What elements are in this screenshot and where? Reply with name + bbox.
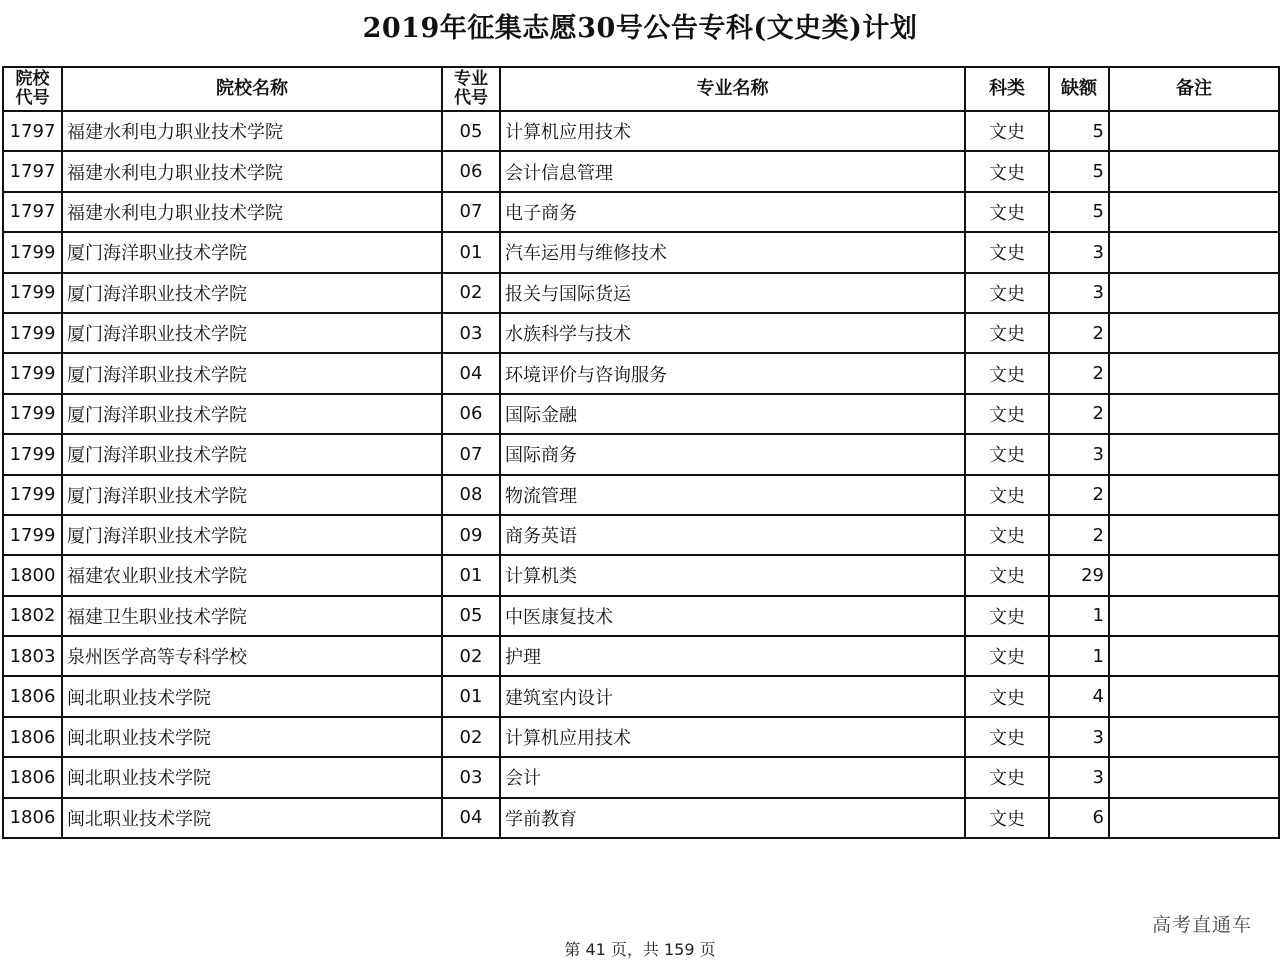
header-school-code-line1: 院校 <box>15 69 50 89</box>
cell-category: 文史 <box>965 111 1049 151</box>
cell-school-name: 福建卫生职业技术学院 <box>62 596 442 636</box>
cell-major-code: 04 <box>442 353 500 393</box>
cell-major-code: 06 <box>442 394 500 434</box>
cell-school-code: 1799 <box>3 232 62 272</box>
cell-major-code: 02 <box>442 717 500 757</box>
cell-quota: 2 <box>1049 313 1109 353</box>
cell-major-code: 06 <box>442 151 500 191</box>
cell-major-code: 04 <box>442 798 500 838</box>
cell-category: 文史 <box>965 192 1049 232</box>
cell-category: 文史 <box>965 717 1049 757</box>
table-row <box>3 192 1279 232</box>
table-row <box>3 232 1279 272</box>
cell-major-code: 01 <box>442 676 500 716</box>
cell-note <box>1109 434 1279 474</box>
cell-major-name: 环境评价与咨询服务 <box>500 353 965 393</box>
cell-major-name: 电子商务 <box>500 192 965 232</box>
cell-school-code: 1799 <box>3 515 62 555</box>
cell-category: 文史 <box>965 636 1049 676</box>
cell-note <box>1109 798 1279 838</box>
cell-note <box>1109 636 1279 676</box>
cell-quota: 2 <box>1049 394 1109 434</box>
cell-category: 文史 <box>965 475 1049 515</box>
cell-school-name: 厦门海洋职业技术学院 <box>62 353 442 393</box>
cell-category: 文史 <box>965 515 1049 555</box>
cell-major-name: 计算机应用技术 <box>500 111 965 151</box>
cell-quota: 3 <box>1049 232 1109 272</box>
cell-school-code: 1799 <box>3 434 62 474</box>
cell-school-name: 福建水利电力职业技术学院 <box>62 111 442 151</box>
header-major-code <box>442 67 500 111</box>
watermark: 高考直通车 <box>1151 914 1252 936</box>
cell-major-name: 汽车运用与维修技术 <box>500 232 965 272</box>
cell-major-code: 07 <box>442 434 500 474</box>
cell-note <box>1109 717 1279 757</box>
cell-quota: 29 <box>1049 555 1109 595</box>
cell-note <box>1109 676 1279 716</box>
cell-major-name: 国际商务 <box>500 434 965 474</box>
cell-school-name: 闽北职业技术学院 <box>62 676 442 716</box>
cell-quota: 5 <box>1049 151 1109 191</box>
cell-quota: 3 <box>1049 717 1109 757</box>
table-row <box>3 475 1279 515</box>
table-row <box>3 798 1279 838</box>
cell-category: 文史 <box>965 313 1049 353</box>
cell-school-name: 厦门海洋职业技术学院 <box>62 515 442 555</box>
cell-major-name: 学前教育 <box>500 798 965 838</box>
cell-major-name: 护理 <box>500 636 965 676</box>
cell-major-code: 01 <box>442 232 500 272</box>
table-row <box>3 151 1279 191</box>
cell-note <box>1109 192 1279 232</box>
header-note: 备注 <box>1109 67 1279 111</box>
table-row <box>3 353 1279 393</box>
cell-school-code: 1799 <box>3 394 62 434</box>
cell-major-code: 09 <box>442 515 500 555</box>
cell-school-code: 1803 <box>3 636 62 676</box>
cell-major-name: 计算机应用技术 <box>500 717 965 757</box>
cell-major-name: 商务英语 <box>500 515 965 555</box>
cell-school-code: 1806 <box>3 757 62 797</box>
cell-major-code: 03 <box>442 757 500 797</box>
cell-note <box>1109 232 1279 272</box>
cell-note <box>1109 394 1279 434</box>
table-row <box>3 515 1279 555</box>
cell-note <box>1109 273 1279 313</box>
table-header-row <box>3 67 1279 111</box>
cell-school-code: 1797 <box>3 111 62 151</box>
cell-school-name: 闽北职业技术学院 <box>62 798 442 838</box>
cell-school-code: 1799 <box>3 273 62 313</box>
cell-category: 文史 <box>965 273 1049 313</box>
cell-quota: 2 <box>1049 353 1109 393</box>
cell-school-name: 泉州医学高等专科学校 <box>62 636 442 676</box>
header-major-code-line2: 代号 <box>454 88 488 108</box>
cell-quota: 2 <box>1049 515 1109 555</box>
cell-school-code: 1800 <box>3 555 62 595</box>
cell-school-code: 1802 <box>3 596 62 636</box>
table-row <box>3 111 1279 151</box>
cell-major-name: 计算机类 <box>500 555 965 595</box>
table-row <box>3 394 1279 434</box>
cell-note <box>1109 151 1279 191</box>
plan-table <box>2 66 1280 839</box>
cell-major-code: 07 <box>442 192 500 232</box>
cell-major-code: 02 <box>442 273 500 313</box>
cell-category: 文史 <box>965 798 1049 838</box>
cell-school-name: 厦门海洋职业技术学院 <box>62 434 442 474</box>
cell-school-name: 福建水利电力职业技术学院 <box>62 192 442 232</box>
cell-school-name: 厦门海洋职业技术学院 <box>62 394 442 434</box>
cell-school-code: 1799 <box>3 475 62 515</box>
cell-category: 文史 <box>965 555 1049 595</box>
cell-category: 文史 <box>965 757 1049 797</box>
cell-quota: 2 <box>1049 475 1109 515</box>
cell-note <box>1109 475 1279 515</box>
cell-school-code: 1806 <box>3 798 62 838</box>
cell-school-code: 1799 <box>3 313 62 353</box>
cell-school-name: 厦门海洋职业技术学院 <box>62 313 442 353</box>
cell-category: 文史 <box>965 394 1049 434</box>
header-category: 科类 <box>965 67 1049 111</box>
cell-note <box>1109 757 1279 797</box>
cell-major-code: 05 <box>442 111 500 151</box>
table-row <box>3 273 1279 313</box>
cell-school-name: 福建水利电力职业技术学院 <box>62 151 442 191</box>
cell-category: 文史 <box>965 676 1049 716</box>
page-title: 2019年征集志愿30号公告专科(文史类)计划 <box>362 13 918 44</box>
header-school-code <box>3 67 62 111</box>
cell-category: 文史 <box>965 596 1049 636</box>
cell-school-code: 1806 <box>3 676 62 716</box>
cell-major-name: 水族科学与技术 <box>500 313 965 353</box>
header-school-name: 院校名称 <box>62 67 442 111</box>
cell-school-code: 1797 <box>3 192 62 232</box>
cell-school-code: 1797 <box>3 151 62 191</box>
cell-school-name: 厦门海洋职业技术学院 <box>62 273 442 313</box>
cell-note <box>1109 353 1279 393</box>
cell-quota: 4 <box>1049 676 1109 716</box>
cell-major-code: 03 <box>442 313 500 353</box>
cell-category: 文史 <box>965 232 1049 272</box>
cell-quota: 3 <box>1049 434 1109 474</box>
cell-quota: 6 <box>1049 798 1109 838</box>
cell-major-name: 会计信息管理 <box>500 151 965 191</box>
cell-major-code: 05 <box>442 596 500 636</box>
header-major-name: 专业名称 <box>500 67 965 111</box>
cell-major-name: 会计 <box>500 757 965 797</box>
table-row <box>3 717 1279 757</box>
header-major-code-line1: 专业 <box>454 69 488 89</box>
cell-major-name: 报关与国际货运 <box>500 273 965 313</box>
cell-note <box>1109 313 1279 353</box>
cell-major-code: 08 <box>442 475 500 515</box>
cell-school-name: 福建农业职业技术学院 <box>62 555 442 595</box>
cell-category: 文史 <box>965 434 1049 474</box>
table-row <box>3 555 1279 595</box>
cell-quota: 3 <box>1049 757 1109 797</box>
table-row <box>3 434 1279 474</box>
cell-major-name: 物流管理 <box>500 475 965 515</box>
header-school-code-line2: 代号 <box>15 88 50 108</box>
cell-category: 文史 <box>965 151 1049 191</box>
cell-major-code: 02 <box>442 636 500 676</box>
table-row <box>3 636 1279 676</box>
page-footer: 第 41 页，共 159 页 <box>564 940 716 959</box>
table-row <box>3 757 1279 797</box>
cell-school-code: 1799 <box>3 353 62 393</box>
cell-major-code: 01 <box>442 555 500 595</box>
cell-quota: 5 <box>1049 192 1109 232</box>
cell-note <box>1109 596 1279 636</box>
table-row <box>3 676 1279 716</box>
cell-note <box>1109 111 1279 151</box>
cell-major-name: 中医康复技术 <box>500 596 965 636</box>
cell-category: 文史 <box>965 353 1049 393</box>
cell-quota: 5 <box>1049 111 1109 151</box>
header-quota: 缺额 <box>1049 67 1109 111</box>
cell-quota: 3 <box>1049 273 1109 313</box>
cell-quota: 1 <box>1049 596 1109 636</box>
cell-note <box>1109 515 1279 555</box>
cell-school-name: 闽北职业技术学院 <box>62 717 442 757</box>
cell-school-name: 闽北职业技术学院 <box>62 757 442 797</box>
cell-major-name: 建筑室内设计 <box>500 676 965 716</box>
cell-quota: 1 <box>1049 636 1109 676</box>
cell-school-name: 厦门海洋职业技术学院 <box>62 475 442 515</box>
cell-note <box>1109 555 1279 595</box>
cell-school-name: 厦门海洋职业技术学院 <box>62 232 442 272</box>
cell-major-name: 国际金融 <box>500 394 965 434</box>
table-row <box>3 596 1279 636</box>
table-row <box>3 313 1279 353</box>
cell-school-code: 1806 <box>3 717 62 757</box>
